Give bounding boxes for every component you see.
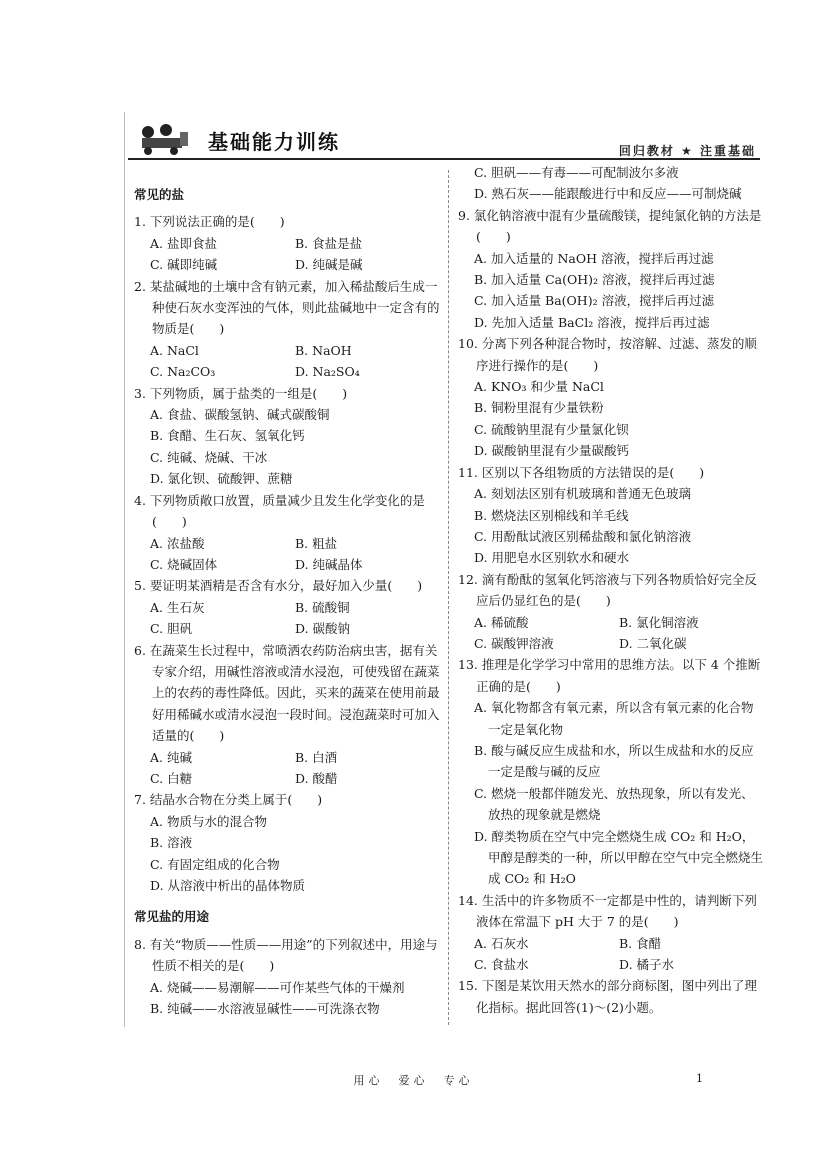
question-stem: 12. 滴有酚酞的氢氧化钙溶液与下列各物质恰好完全反应后仍显红色的是( ) (458, 571, 757, 609)
option-d: D. 碳酸钠 (295, 621, 351, 637)
option-c: C. 有固定组成的化合物 (150, 856, 280, 872)
option-b: B. 硫酸铜 (295, 599, 350, 615)
margin-line (124, 112, 125, 1027)
question-stem: 4. 下列物质敞口放置，质量减少且发生化学变化的是( ) (134, 492, 425, 530)
option-a: A. 石灰水 (474, 935, 529, 951)
option-c: C. 胆矾 (150, 621, 193, 637)
option-b: B. 溶液 (150, 835, 193, 851)
question-stem: 7. 结晶水合物在分类上属于( ) (134, 792, 323, 808)
question-11 (458, 462, 764, 569)
option-a: A. KNO₃ 和少量 NaCl (474, 379, 604, 395)
question-1 (134, 211, 440, 275)
option-a: A. 生石灰 (150, 599, 205, 615)
question-8-continued (458, 162, 764, 205)
option-a: A. 氧化物都含有氧元素，所以含有氧元素的化合物一定是氧化物 (474, 700, 754, 737)
option-d: D. Na₂SO₄ (295, 364, 360, 380)
question-stem: 8. 有关“物质——性质——用途”的下列叙述中，用途与性质不相关的是( ) (134, 936, 438, 974)
header-title: 基础能力训练 (208, 130, 340, 154)
page-footer: 用心 爱心 专心 (353, 1074, 474, 1087)
option-b: B. NaOH (295, 342, 352, 358)
question-stem: 5. 要证明某酒精是否含有水分，最好加入少量( ) (134, 578, 423, 594)
column-divider (448, 170, 449, 1025)
option-c: C. 硫酸钠里混有少量氯化钡 (474, 421, 629, 437)
option-a: A. 稀硫酸 (474, 614, 529, 630)
option-a: A. 浓盐酸 (150, 535, 205, 551)
page-number: 1 (696, 1072, 703, 1085)
option-a: A. 刻划法区别有机玻璃和普通无色玻璃 (474, 486, 691, 502)
section-header (128, 116, 760, 160)
question-stem: 14. 生活中的许多物质不一定都是中性的，请判断下列液体在常温下 pH 大于 7 的是( ) (458, 892, 757, 930)
question-4 (134, 490, 440, 576)
option-d: D. 用肥皂水区别软水和硬水 (474, 550, 630, 566)
option-c: C. 用酚酞试液区别稀盐酸和氯化钠溶液 (474, 528, 692, 544)
option-c: C. Na₂CO₃ (150, 364, 216, 380)
option-d: D. 从溶液中析出的晶体物质 (150, 878, 306, 893)
option-d: D. 纯碱是碱 (295, 257, 363, 273)
option-a: A. 烧碱——易潮解——可作某些气体的干燥剂 (150, 979, 405, 995)
option-d: D. 醇类物质在空气中完全燃烧生成 CO₂ 和 H₂O，甲醇是醇类的一种，所以甲醇在空气中完全燃烧生成 CO₂ 和 H₂O (474, 828, 764, 887)
question-stem: 3. 下列物质，属于盐类的一组是( ) (134, 385, 348, 401)
option-c: C. 烧碱固体 (150, 556, 218, 572)
option-d: D. 碳酸钠里混有少量碳酸钙 (474, 443, 630, 459)
question-8 (134, 934, 440, 1020)
option-b: B. 食醋、生石灰、氢氧化钙 (150, 428, 305, 444)
question-15 (458, 975, 764, 1018)
option-c: C. 白糖 (150, 770, 193, 786)
question-9 (458, 205, 764, 333)
right-column (458, 162, 764, 1018)
header-slogan: 回归教材 ★ 注重基础 (618, 144, 756, 158)
option-b: B. 氯化铜溶液 (619, 614, 699, 630)
option-d: D. 先加入适量 BaCl₂ 溶液，搅拌后再过滤 (474, 314, 710, 330)
question-5 (134, 575, 440, 639)
question-12 (458, 569, 764, 655)
section-heading: 常见的盐 (134, 187, 185, 202)
question-14 (458, 890, 764, 976)
question-stem: 9. 氯化钠溶液中混有少量硫酸镁，提纯氯化钠的方法是( ) (458, 207, 762, 245)
option-b: B. 食盐是盐 (295, 235, 363, 251)
option-b: B. 燃烧法区别棉线和羊毛线 (474, 507, 629, 523)
question-stem: 6. 在蔬菜生长过程中，常喷洒农药防治病虫害，据有关专家介绍，用碱性溶液或清水浸泡，可使残留在蔬菜上的农药的毒性降低。因此，买来的蔬菜在使用前最好用稀碱水或清水浸泡一段时间。浸泡蔬菜时可加入适量的( ) (134, 642, 440, 744)
option-b: B. 酸与碱反应生成盐和水，所以生成盐和水的反应一定是酸与碱的反应 (474, 742, 754, 780)
option-a: A. 盐即食盐 (150, 235, 217, 251)
option-b: B. 纯碱——水溶液显碱性——可洗涤衣物 (150, 1001, 380, 1017)
section-heading: 常见盐的用途 (134, 909, 210, 925)
option-c: C. 纯碱、烧碱、干冰 (150, 449, 268, 465)
question-3 (134, 383, 440, 490)
option-d: D. 橘子水 (619, 957, 675, 973)
option-a: A. 加入适量的 NaOH 溶液，搅拌后再过滤 (474, 250, 714, 266)
cartoon-logo-icon (136, 122, 192, 156)
option-b: B. 食醋 (619, 935, 662, 951)
option-a: A. NaCl (150, 342, 199, 358)
left-column (134, 178, 440, 1019)
option-c: C. 加入适量 Ba(OH)₂ 溶液，搅拌后再过滤 (474, 293, 715, 309)
option-a: A. 物质与水的混合物 (150, 813, 267, 829)
question-stem: 15. 下图是某饮用天然水的部分商标图，图中列出了理化指标。据此回答(1)～(2)小题。 (458, 978, 757, 1015)
option-c: C. 碱即纯碱 (150, 257, 218, 273)
option-c: C. 燃烧一般都伴随发光、放热现象，所以有发光、放热的现象就是燃烧 (474, 785, 754, 823)
question-stem: 1. 下列说法正确的是( ) (134, 214, 285, 230)
header-rule (128, 158, 760, 160)
option-d: D. 纯碱晶体 (295, 556, 363, 572)
option-a: A. 食盐、碳酸氢钠、碱式碳酸铜 (150, 407, 330, 423)
question-stem: 10. 分离下列各种混合物时，按溶解、过滤、蒸发的顺序进行操作的是( ) (458, 336, 757, 373)
question-10 (458, 333, 764, 461)
question-stem: 11. 区别以下各组物质的方法错误的是( ) (458, 464, 705, 480)
option-d: D. 二氧化碳 (619, 635, 687, 651)
option-d: D. 氯化钡、硫酸钾、蔗糖 (150, 471, 293, 487)
option-a: A. 纯碱 (150, 749, 192, 765)
option-c: C. 食盐水 (474, 957, 529, 973)
question-13 (458, 654, 764, 889)
question-stem: 13. 推理是化学学习中常用的思维方法。以下 4 个推断正确的是( ) (458, 657, 761, 694)
option-b: B. 铜粉里混有少量铁粉 (474, 400, 604, 416)
option-d: D. 酸醋 (295, 770, 338, 786)
question-6 (134, 640, 440, 790)
option-b: B. 加入适量 Ca(OH)₂ 溶液，搅拌后再过滤 (474, 272, 715, 288)
option-b: B. 白酒 (295, 749, 338, 765)
question-7 (134, 789, 440, 896)
question-2 (134, 276, 440, 383)
option-b: B. 粗盐 (295, 535, 338, 551)
option-c: C. 胆矾——有毒——可配制波尔多液 (474, 165, 679, 180)
question-stem: 2. 某盐碱地的土壤中含有钠元素，加入稀盐酸后生成一种使石灰水变浑浊的气体，则此盐碱地中一定含有的物质是( ) (134, 278, 440, 337)
option-d: D. 熟石灰——能跟酸进行中和反应——可制烧碱 (474, 186, 742, 202)
option-c: C. 碳酸钾溶液 (474, 635, 554, 651)
